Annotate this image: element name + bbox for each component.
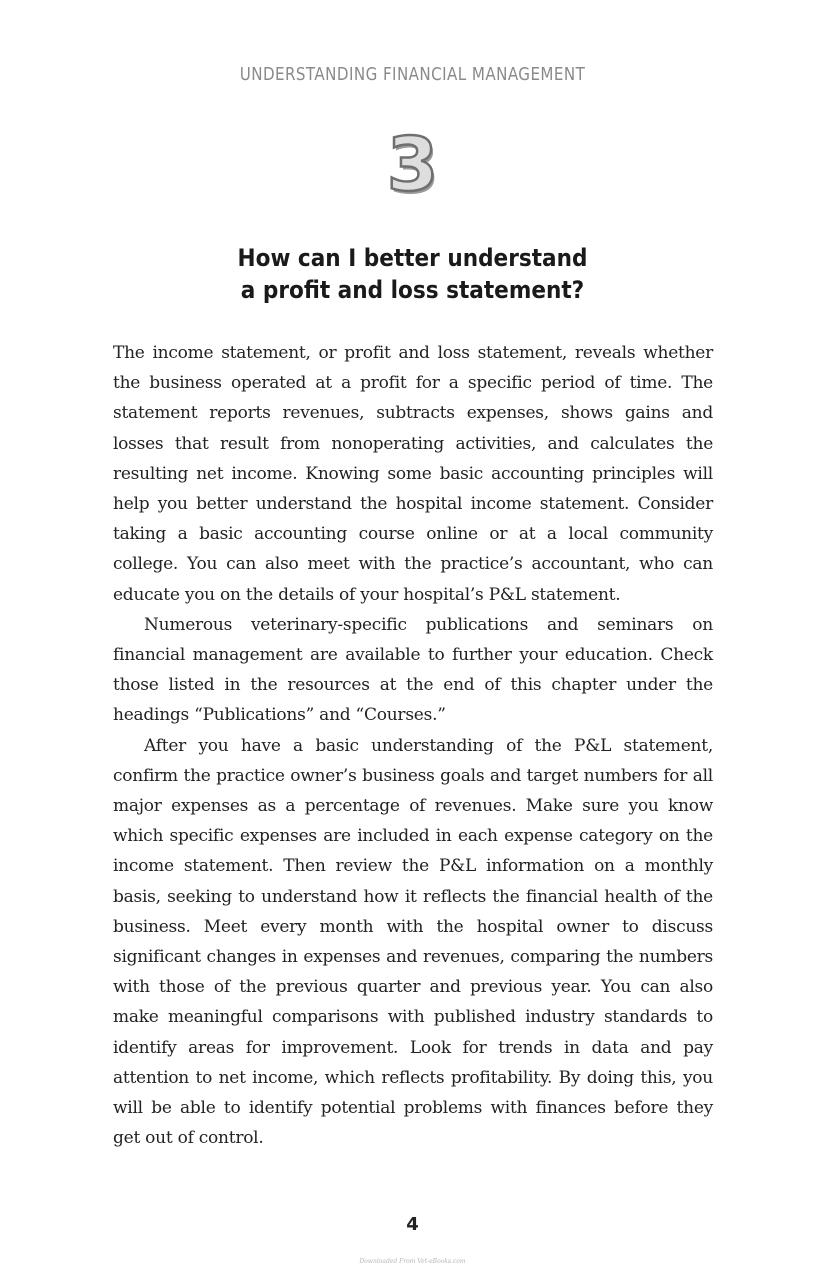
- question-title-line-1: How can I better understand: [237, 244, 588, 272]
- chapter-number: 3: [386, 122, 439, 208]
- paragraph: Numerous veterinary-specific publications and seminars on financial management are available to further your education. Check those listed in the resources at the end of this chapter under the headings “Publications” and “Courses.”: [113, 614, 713, 726]
- body-text: [113, 338, 713, 1153]
- page-number: 4: [406, 1214, 419, 1235]
- question-title: [41, 242, 784, 306]
- paragraph: After you have a basic understanding of the P&L statement, confirm the practice owner’s business goals and target numbers for all major expenses as a percentage of revenues. Make sure you know which specific expenses are included in each expense category on the income statement. Then review the P&L information on a monthly basis, seeking to understand how it reflects the financial health of the business. Meet every month with the hospital owner to discuss significant changes in expenses and revenues, comparing the numbers with those of the previous quarter and previous year. You can also make meaningful comparisons with published industry standards to identify areas for improvement. Look for trends in data and pay attention to net income, which reflects profitability. By doing this, you will be able to identify potential problems with finances before they get out of control.: [113, 735, 713, 1149]
- question-title-line-2: a profit and loss statement?: [240, 276, 585, 304]
- paragraph: The income statement, or profit and loss statement, reveals whether the business operated at a profit for a specific period of time. The statement reports revenues, subtracts expenses, shows gains and losses that result from nonoperating activities, and calculates the resulting net income. Knowing some basic accounting principles will help you better understand the hospital income statement. Consider taking a basic accounting course online or at a local community college. You can also meet with the practice’s accountant, who can educate you on the details of your hospital’s P&L statement.: [113, 343, 713, 605]
- running-head: UNDERSTANDING FINANCIAL MANAGEMENT: [239, 64, 586, 85]
- download-note: Downloaded From Vet-eBooks.com: [359, 1258, 466, 1265]
